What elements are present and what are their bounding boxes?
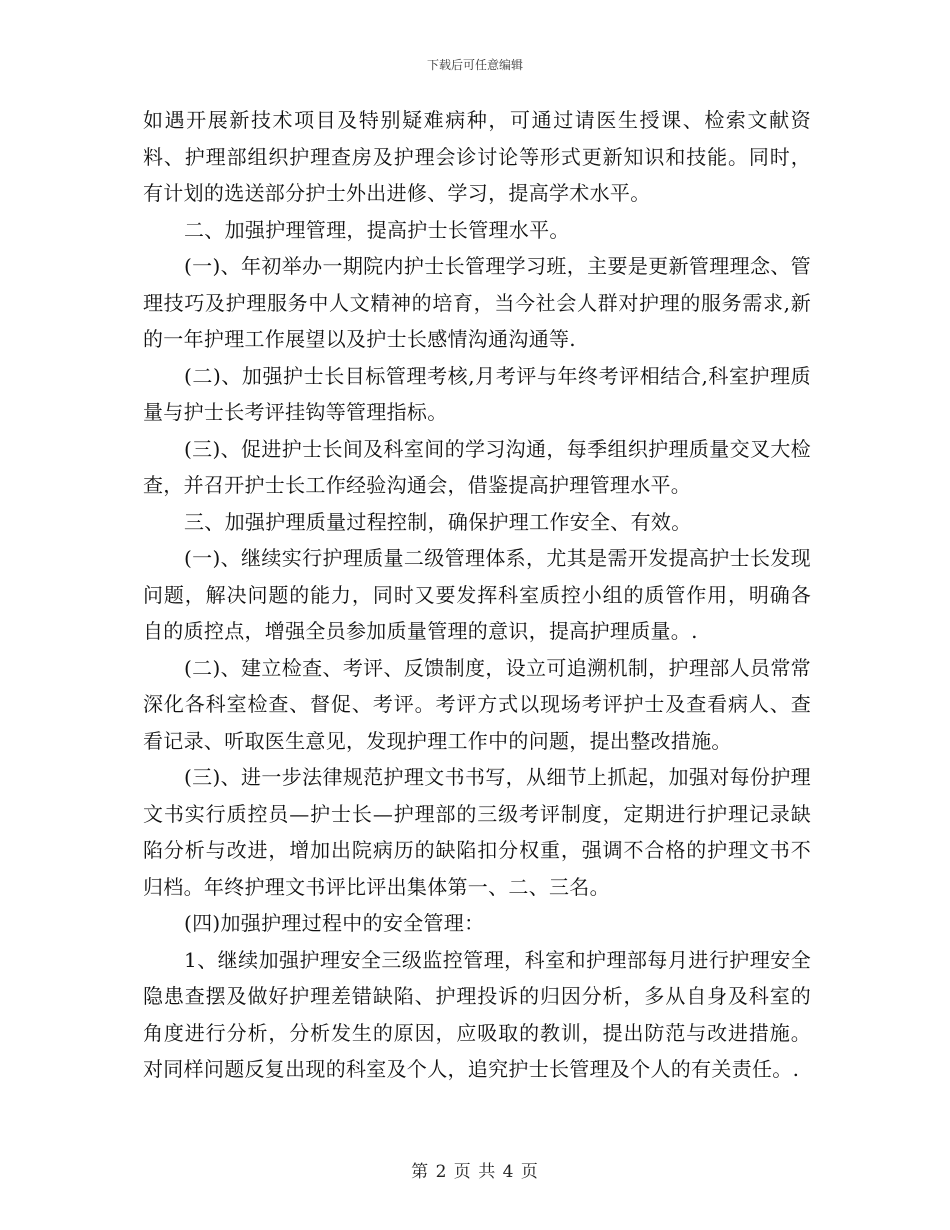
paragraph-3-4-heading: (四)加强护理过程中的安全管理： (184, 911, 485, 935)
paragraph-1: 如遇开展新技术项目及特别疑难病种，可通过请医生授课、检索文献资料、护理部组织护理查房及护理会诊讨论等形式更新知识和技能。同时，有计划的选送部分护士外出进修、学习，提高学术水平。 (143, 108, 811, 205)
section-heading-2: 二、加强护理管理，提高护士长管理水平。 (184, 217, 570, 242)
section-heading-3: 三、加强护理质量过程控制，确保护理工作安全、有效。 (184, 509, 692, 534)
paragraph-3-2: (二)、建立检查、考评、反馈制度，设立可追溯机制，护理部人员常常深化各科室检查、督促、考评。考评方式以现场考评护士及查看病人、查看记录、听取医生意见，发现护理工作中的问题，提出整改措施。 (143, 655, 811, 753)
paragraph-3-1: (一)、继续实行护理质量二级管理体系，尤其是需开发提高护士长发现问题，解决问题的能力，同时又要发挥科室质控小组的质管作用，明确各自的质控点，增强全员参加质量管理的意识，提高护理质量。. (143, 546, 811, 643)
page-header: 下载后可任意编辑 (426, 58, 523, 72)
paragraph-3-4-1: 1、继续加强护理安全三级监控管理，科室和护理部每月进行护理安全隐患查摆及做好护理差错缺陷、护理投诉的归因分析，多从自身及科室的角度进行分析，分析发生的原因，应吸取的教训，提出防范与改进措施。对同样问题反复出现的科室及个人，追究护士长管理及个人的有关责任。. (143, 947, 811, 1081)
paragraph-2-1: (一)、年初举办一期院内护士长管理学习班，主要是更新管理理念、管理技巧及护理服务中人文精神的培育，当今社会人群对护理的服务需求,新的一年护理工作展望以及护士长感情沟通沟通等. (143, 254, 811, 351)
paragraph-3-3: (三)、进一步法律规范护理文书书写，从细节上抓起，加强对每份护理文书实行质控员—护士长—护理部的三级考评制度，定期进行护理记录缺陷分析与改进，增加出院病历的缺陷扣分权重，强调不合格的护理文书不归档。年终护理文书评比评出集体第一、二、三名。 (143, 765, 811, 899)
document-body (143, 102, 811, 1088)
paragraph-2-3: (三)、促进护士长间及科室间的学习沟通，每季组织护理质量交叉大检查，并召开护士长工作经验沟通会，借鉴提高护理管理水平。 (143, 436, 811, 497)
page-footer: 第 2 页 共 4 页 (411, 1162, 539, 1182)
paragraph-2-2: (二)、加强护士长目标管理考核,月考评与年终考评相结合,科室护理质量与护士长考评挂钩等管理指标。 (143, 363, 811, 424)
